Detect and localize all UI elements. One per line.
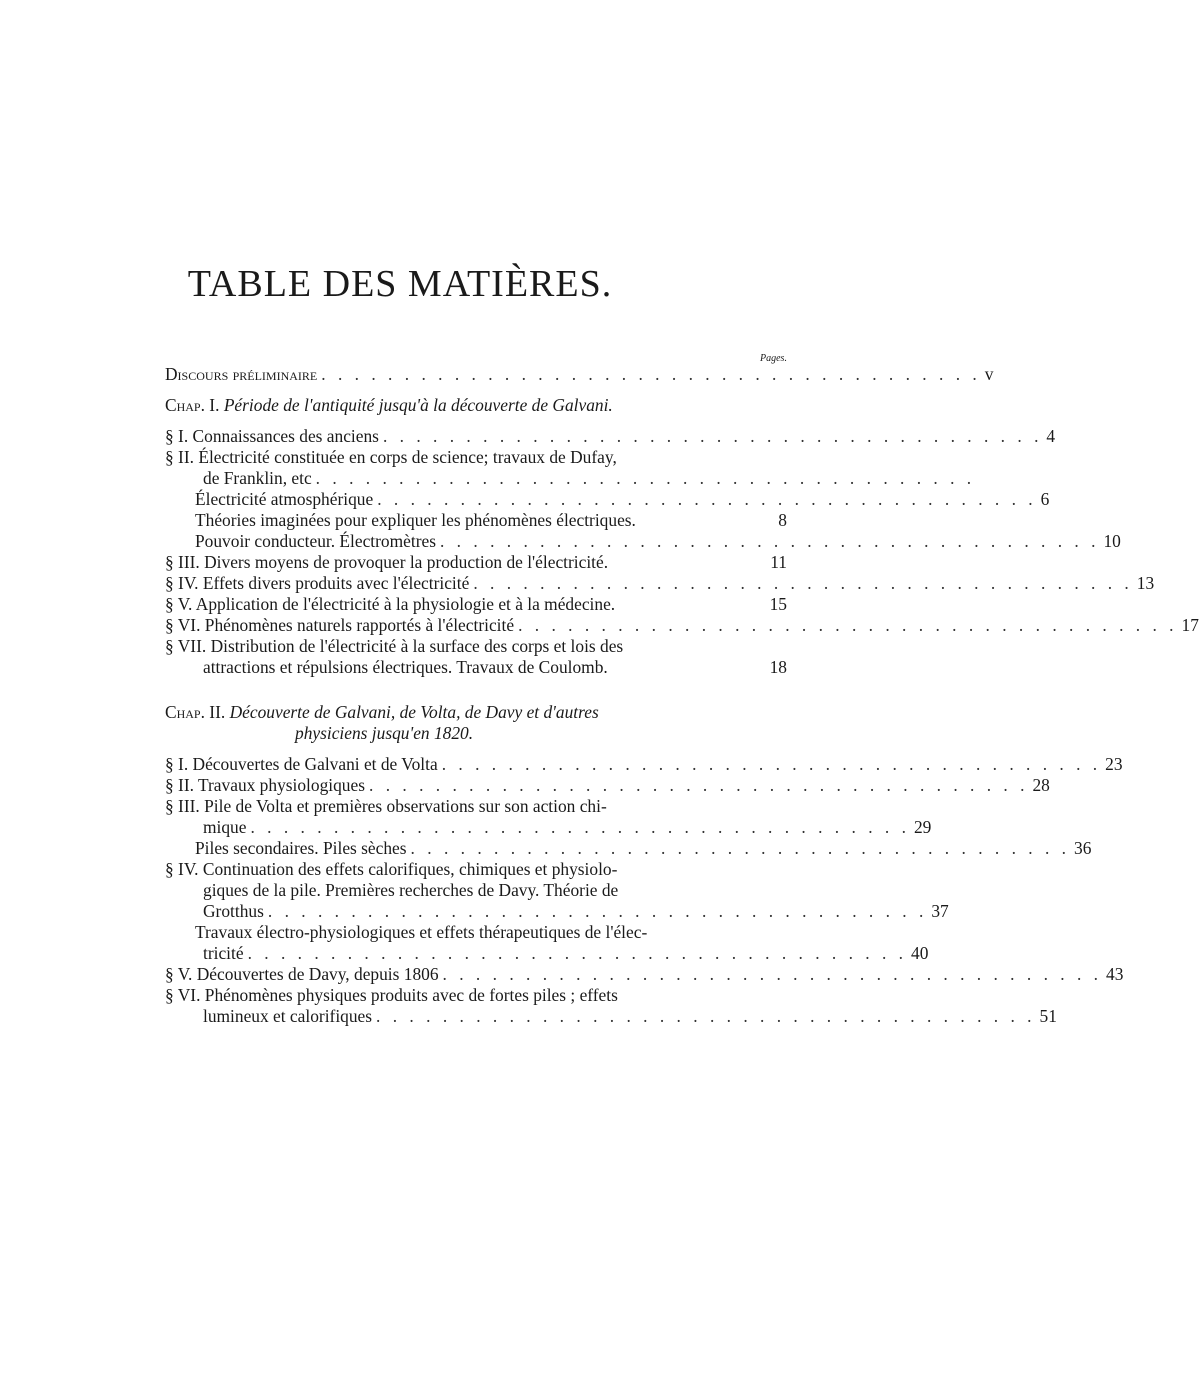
leader-dots: . . . . . . . . . . . . . . . . . . . . . . . . . . . . . . . . . . . . . . . . — [518, 615, 1178, 635]
leader-dots: . . . . . . . . . . . . . . . . . . . . . . . . . . . . . . . . . . . . . . . . — [321, 364, 981, 384]
leader-dots: . . . . . . . . . . . . . . . . . . . . . . . . . . . . . . . . . . . . . . . . — [376, 1006, 1036, 1026]
toc-entry[interactable]: § V. Découvertes de Davy, depuis 1806 . . . . . . . . . . . . . . . . . . . . . . . . . . . . . . . . . . . . . . . . 43 — [165, 964, 1124, 984]
toc-entry-continued[interactable]: de Franklin, etc . . . . . . . . . . . . . . . . . . . . . . . . . . . . . . . . . . . . . . . . — [203, 468, 976, 488]
toc-entry[interactable]: § V. Application de l'électricité à la physiologie et à la médecine. 15 — [165, 594, 787, 614]
leader-dots: . . . . . . . . . . . . . . . . . . . . . . . . . . . . . . . . . . . . . . . . — [439, 531, 1100, 551]
toc-entry[interactable]: Théories imaginées pour expliquer les phénomènes électriques. 8 — [195, 510, 787, 530]
toc-entry-continued[interactable]: Grotthus . . . . . . . . . . . . . . . . . . . . . . . . . . . . . . . . . . . . . . . . 37 — [203, 901, 949, 921]
leader-dots: . . . . . . . . . . . . . . . . . . . . . . . . . . . . . . . . . . . . . . . . — [410, 838, 1071, 858]
toc-entry-continued[interactable]: mique . . . . . . . . . . . . . . . . . . . . . . . . . . . . . . . . . . . . . . . . 29 — [203, 817, 932, 837]
toc-entry[interactable]: § III. Divers moyens de provoquer la production de l'électricité. 11 — [165, 552, 787, 572]
table-of-contents — [165, 364, 1199, 1027]
toc-entry[interactable]: § I. Découvertes de Galvani et de Volta . . . . . . . . . . . . . . . . . . . . . . . . . . . . . . . . . . . . . . . . 23 — [165, 754, 1123, 774]
leader-dots: . . . . . . . . . . . . . . . . . . . . . . . . . . . . . . . . . . . . . . . . — [267, 901, 928, 921]
leader-dots: . . . . . . . . . . . . . . . . . . . . . . . . . . . . . . . . . . . . . . . . — [247, 943, 908, 963]
chapter-title: Découverte de Galvani, de Volta, de Davy et d'autres — [229, 702, 599, 722]
leader-dots: . . . . . . . . . . . . . . . . . . . . . . . . . . . . . . . . . . . . . . . . — [369, 775, 1029, 795]
toc-entry-label: Discours préliminaire — [165, 364, 318, 384]
leader-dots: . . . . . . . . . . . . . . . . . . . . . . . . . . . . . . . . . . . . . . . . — [442, 964, 1102, 984]
pages-column-header: Pages. — [760, 353, 787, 364]
toc-entry-continued[interactable]: attractions et répulsions électriques. Travaux de Coulomb. 18 — [203, 657, 787, 677]
chapter-title: Période de l'antiquité jusqu'à la découverte de Galvani. — [223, 395, 613, 415]
leader-dots: . . . . . . . . . . . . . . . . . . . . . . . . . . . . . . . . . . . . . . . . — [377, 489, 1037, 509]
toc-entry[interactable]: Électricité atmosphérique . . . . . . . . . . . . . . . . . . . . . . . . . . . . . . . . . . . . . . . . 6 — [195, 489, 1050, 509]
toc-entry[interactable]: Travaux électro-physiologiques et effets thérapeutiques de l'élec- — [195, 922, 648, 942]
toc-entry-page: v — [984, 364, 994, 384]
leader-dots: . . . . . . . . . . . . . . . . . . . . . . . . . . . . . . . . . . . . . . . . — [441, 754, 1102, 774]
toc-entry-continued[interactable]: tricité . . . . . . . . . . . . . . . . . . . . . . . . . . . . . . . . . . . . . . . . 40 — [203, 943, 929, 963]
page-title: TABLE DES MATIÈRES. — [187, 263, 613, 305]
leader-dots: . . . . . . . . . . . . . . . . . . . . . . . . . . . . . . . . . . . . . . . . — [473, 573, 1133, 593]
toc-entry[interactable]: § III. Pile de Volta et premières observations sur son action chi- — [165, 796, 607, 816]
toc-entry[interactable]: Piles secondaires. Piles sèches . . . . . . . . . . . . . . . . . . . . . . . . . . . . . . . . . . . . . . . . 36 — [195, 838, 1092, 858]
toc-entry[interactable]: § II. Électricité constituée en corps de science; travaux de Dufay, — [165, 447, 617, 467]
toc-entry-continued[interactable]: giques de la pile. Premières recherches de Davy. Théorie de — [203, 880, 619, 900]
toc-entry-continued[interactable]: lumineux et calorifiques . . . . . . . . . . . . . . . . . . . . . . . . . . . . . . . . . . . . . . . . 51 — [203, 1006, 1057, 1026]
chapter-label: Chap. I. — [165, 395, 220, 415]
toc-entry[interactable]: § VII. Distribution de l'électricité à la surface des corps et lois des — [165, 636, 624, 656]
toc-entry[interactable]: § II. Travaux physiologiques . . . . . . . . . . . . . . . . . . . . . . . . . . . . . . . . . . . . . . . . 28 — [165, 775, 1050, 795]
chapter-1-heading — [165, 395, 787, 416]
leader-dots: . . . . . . . . . . . . . . . . . . . . . . . . . . . . . . . . . . . . . . . . — [315, 468, 976, 488]
toc-entry-discours[interactable] — [165, 364, 994, 385]
toc-entry[interactable]: § IV. Effets divers produits avec l'électricité . . . . . . . . . . . . . . . . . . . . . . . . . . . . . . . . . . . . . . . . 13 — [165, 573, 1155, 593]
toc-entry[interactable]: § VI. Phénomènes naturels rapportés à l'électricité . . . . . . . . . . . . . . . . . . . . . . . . . . . . . . . . . . . . . . . . 17 — [165, 615, 1199, 635]
toc-entry[interactable]: § IV. Continuation des effets calorifiques, chimiques et physiolo- — [165, 859, 618, 879]
leader-dots: . . . . . . . . . . . . . . . . . . . . . . . . . . . . . . . . . . . . . . . . — [250, 817, 910, 837]
chapter-title-continued: physiciens jusqu'en 1820. — [295, 723, 474, 743]
chapter-2-heading — [165, 702, 787, 723]
toc-entry[interactable]: § VI. Phénomènes physiques produits avec de fortes piles ; effets — [165, 985, 618, 1005]
chapter-label: Chap. II. — [165, 702, 226, 722]
toc-entry[interactable]: § I. Connaissances des anciens . . . . . . . . . . . . . . . . . . . . . . . . . . . . . . . . . . . . . . . . 4 — [165, 426, 1056, 446]
toc-entry[interactable]: Pouvoir conducteur. Électromètres . . . . . . . . . . . . . . . . . . . . . . . . . . . . . . . . . . . . . . . . 10 — [195, 531, 1121, 551]
leader-dots: . . . . . . . . . . . . . . . . . . . . . . . . . . . . . . . . . . . . . . . . — [382, 426, 1043, 446]
